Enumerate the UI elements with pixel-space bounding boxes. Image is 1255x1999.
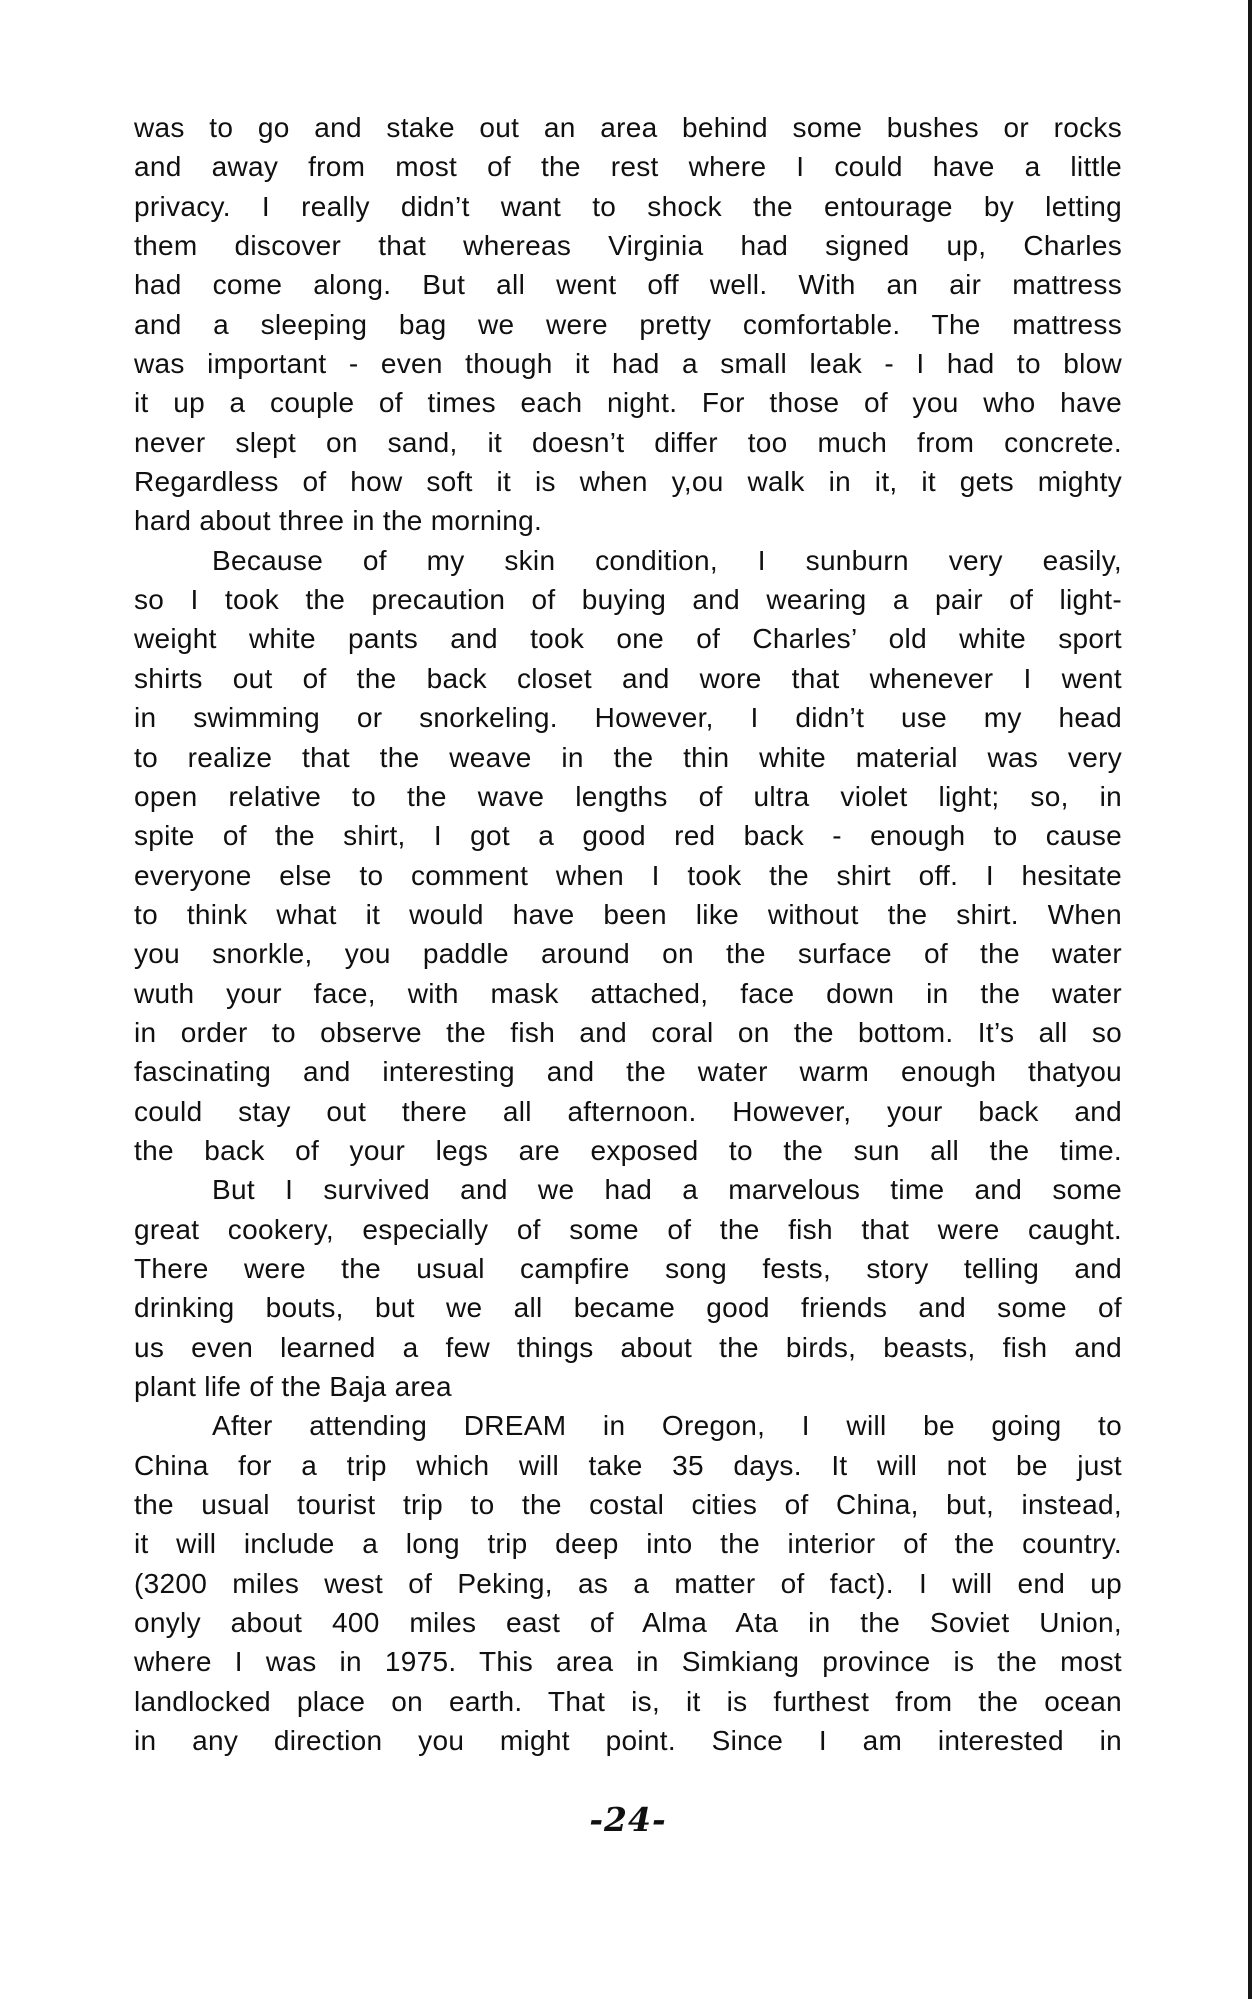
text-line: hard about three in the morning. (134, 505, 543, 537)
text-line: plant life of the Baja area (134, 1371, 452, 1402)
text-line: But I survived and we had a marvelous time and some (212, 1174, 1122, 1206)
text-line: had come along. But all went off well. With an air mattress (134, 269, 1122, 301)
text-line: and away from most of the rest where I could have a little (134, 151, 1122, 183)
page-text (134, 108, 1122, 1760)
text-line: to realize that the weave in the thin white material was very (134, 741, 1122, 773)
text-line: you snorkle, you paddle around on the surface of the water (134, 938, 1122, 970)
text-line: China for a trip which will take 35 days. It will not be just (134, 1449, 1122, 1481)
text-line: to think what it would have been like without the shirt. When (134, 898, 1122, 930)
text-line: drinking bouts, but we all became good friends and some of (134, 1292, 1122, 1324)
text-line: There were the usual campfire song fests, story telling and (134, 1252, 1122, 1284)
text-line: great cookery, especially of some of the fish that were caught. (134, 1213, 1122, 1245)
text-line: in any direction you might point. Since I am interested in (134, 1725, 1122, 1757)
text-line: wuth your face, with mask attached, face down in the water (134, 977, 1122, 1009)
text-line: spite of the shirt, I got a good red back - enough to cause (134, 820, 1122, 852)
text-line: it will include a long trip deep into the interior of the country. (134, 1528, 1122, 1560)
text-line: in order to observe the fish and coral on the bottom. It’s all so (134, 1016, 1122, 1048)
text-line: open relative to the wave lengths of ultra violet light; so, in (134, 780, 1122, 812)
page-number: -24- (589, 1800, 667, 1839)
text-line: us even learned a few things about the birds, beasts, fish and (134, 1331, 1122, 1363)
text-line: never slept on sand, it doesn’t differ too much from concrete. (134, 426, 1122, 458)
text-line: the back of your legs are exposed to the sun all the time. (134, 1134, 1122, 1166)
text-line: it up a couple of times each night. For those of you who have (134, 387, 1122, 419)
text-line: them discover that whereas Virginia had signed up, Charles (134, 230, 1122, 262)
text-line: weight white pants and took one of Charles’ old white sport (134, 623, 1122, 655)
text-line: could stay out there all afternoon. However, your back and (134, 1095, 1122, 1127)
text-line: Because of my skin condition, I sunburn very easily, (212, 544, 1122, 576)
text-line: privacy. I really didn’t want to shock the entourage by letting (134, 190, 1122, 222)
text-line: Regardless of how soft it is when y,ou walk in it, it gets mighty (134, 466, 1122, 498)
text-line: was important - even though it had a small leak - I had to blow (134, 348, 1122, 380)
text-line: shirts out of the back closet and wore that whenever I went (134, 662, 1122, 694)
text-line: so I took the precaution of buying and wearing a pair of light- (134, 584, 1122, 616)
text-line: was to go and stake out an area behind some bushes or rocks (134, 112, 1122, 143)
text-line: the usual tourist trip to the costal cities of China, but, instead, (134, 1489, 1122, 1521)
text-line: fascinating and interesting and the water warm enough thatyou (134, 1056, 1122, 1088)
text-line: where I was in 1975. This area in Simkiang province is the most (134, 1646, 1122, 1678)
page-edge-scan-line (1248, 0, 1252, 1999)
text-line: in swimming or snorkeling. However, I didn’t use my head (134, 702, 1122, 734)
text-line: everyone else to comment when I took the shirt off. I hesitate (134, 859, 1122, 891)
text-line: (3200 miles west of Peking, as a matter of fact). I will end up (134, 1567, 1122, 1599)
text-line: onyly about 400 miles east of Alma Ata in the Soviet Union, (134, 1607, 1122, 1639)
text-line: After attending DREAM in Oregon, I will be going to (212, 1410, 1122, 1442)
text-line: landlocked place on earth. That is, it is furthest from the ocean (134, 1685, 1122, 1717)
text-line: and a sleeping bag we were pretty comfortable. The mattress (134, 308, 1122, 340)
